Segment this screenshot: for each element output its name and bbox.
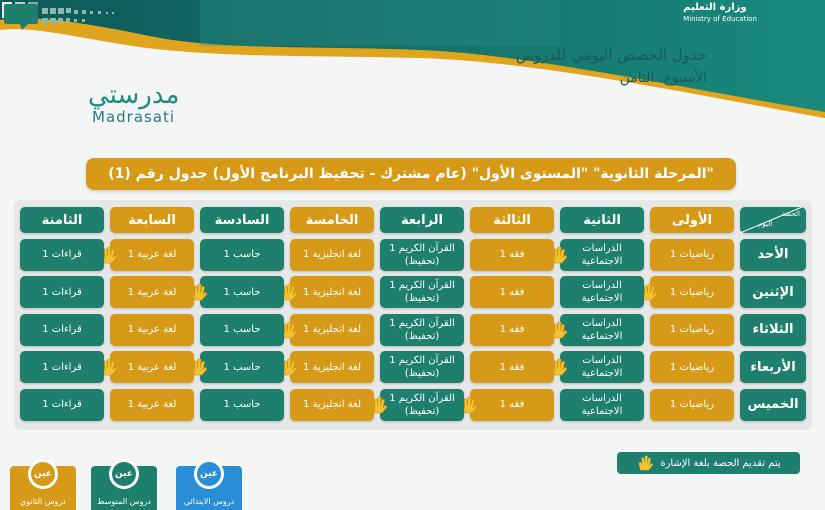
ministry-branding xyxy=(683,2,757,23)
period-header: الأولى xyxy=(650,207,734,233)
lesson-badge: عين xyxy=(112,462,136,486)
lesson-cell xyxy=(470,276,554,308)
lesson-name: حاسب 1 xyxy=(223,399,261,410)
lesson-name: قراءات 1 xyxy=(42,286,82,298)
lesson-name: لغة انجليزية 1 xyxy=(303,361,361,373)
sign-language-hand-icon xyxy=(636,454,654,472)
lesson-cell xyxy=(650,389,734,421)
lesson-name: القرآن الكريم 1 (تحفيظ) xyxy=(389,355,455,379)
lesson-name: الدراسات الاجتماعية xyxy=(581,242,623,267)
lesson-name: رياضيات 1 xyxy=(669,361,715,373)
lesson-name: فقه 1 xyxy=(499,286,525,298)
period-header: الرابعة xyxy=(380,207,464,233)
lesson-name: حاسب 1 xyxy=(223,249,261,260)
lesson-name: لغة انجليزية 1 xyxy=(303,286,361,298)
period-header: الخامسة xyxy=(290,207,374,233)
lesson-name: رياضيات 1 xyxy=(669,249,715,260)
lesson-name: لغة انجليزية 1 xyxy=(303,249,361,260)
lesson-name: لغة عربية 1 xyxy=(127,286,177,298)
schedule-table xyxy=(14,200,812,430)
lesson-cell xyxy=(200,239,284,271)
lesson-cell xyxy=(200,389,284,421)
week-title: الأسبوع: الثامن xyxy=(619,70,707,86)
primary-lessons-button[interactable] xyxy=(176,466,242,510)
day-label: الأحد xyxy=(740,239,806,271)
lesson-cell xyxy=(650,351,734,383)
lesson-name: القرآن الكريم 1 (تحفيظ) xyxy=(389,242,455,267)
lesson-name: فقه 1 xyxy=(499,399,525,410)
lesson-name: القرآن الكريم 1 (تحفيظ) xyxy=(389,392,455,417)
lesson-cell xyxy=(470,389,554,421)
ministry-name-ar: وزارة التعليم xyxy=(683,2,747,13)
lesson-label: دروس الثانوي xyxy=(20,497,66,506)
lesson-cell xyxy=(650,314,734,346)
lesson-cell xyxy=(380,276,464,308)
lesson-cell xyxy=(650,276,734,308)
lesson-name: لغة عربية 1 xyxy=(127,361,177,373)
lesson-name: الدراسات الاجتماعية xyxy=(581,317,623,342)
lesson-name: القرآن الكريم 1 (تحفيظ) xyxy=(389,317,455,342)
legend-text: يتم تقديم الحصة بلغة الإشارة xyxy=(660,457,781,469)
schedule-title: جدول الحصص اليومي للدروس xyxy=(515,46,707,64)
corner-day-label: اليوم xyxy=(758,220,773,228)
header xyxy=(0,0,825,140)
lesson-name: رياضيات 1 xyxy=(669,286,715,298)
lesson-cell xyxy=(20,314,104,346)
lesson-cell xyxy=(20,239,104,271)
lesson-badge: عين xyxy=(197,462,221,486)
lesson-cell xyxy=(200,351,284,383)
lesson-cell xyxy=(380,351,464,383)
logo-text-en: Madrasati xyxy=(92,108,176,126)
lesson-cell xyxy=(560,351,644,383)
lesson-label: دروس الابتدائي xyxy=(183,497,235,506)
lesson-cell xyxy=(560,239,644,271)
lesson-name: رياضيات 1 xyxy=(669,324,715,335)
table-corner-header xyxy=(740,207,806,233)
lesson-name: الدراسات الاجتماعية xyxy=(581,355,623,379)
lesson-cell xyxy=(110,314,194,346)
lesson-label: دروس المتوسط xyxy=(97,497,151,506)
day-label: الإثنين xyxy=(740,276,806,308)
logo-text-ar: مدرستي xyxy=(88,80,180,110)
grade-banner: "المرحلة الثانوية" "المستوى الأول" (عام مشترك - تحفيظ البرنامج الأول) جدول رقم (1) xyxy=(86,158,736,190)
lesson-name: القرآن الكريم 1 (تحفيظ) xyxy=(389,280,455,304)
lesson-name: حاسب 1 xyxy=(223,361,261,373)
period-header: السابعة xyxy=(110,207,194,233)
lesson-badge: عين xyxy=(31,462,55,486)
lesson-cell xyxy=(290,239,374,271)
lesson-name: قراءات 1 xyxy=(42,399,82,410)
lesson-name: فقه 1 xyxy=(499,324,525,335)
lesson-cell xyxy=(380,314,464,346)
lesson-name: حاسب 1 xyxy=(223,324,261,335)
lesson-name: حاسب 1 xyxy=(223,286,261,298)
period-header: الثانية xyxy=(560,207,644,233)
lesson-cell xyxy=(560,276,644,308)
lesson-name: الدراسات الاجتماعية xyxy=(581,280,623,304)
corner-period-label: الحصة xyxy=(781,210,800,218)
lesson-name: لغة انجليزية 1 xyxy=(303,399,361,410)
lesson-cell xyxy=(200,276,284,308)
lesson-name: لغة عربية 1 xyxy=(127,249,177,260)
period-header: السادسة xyxy=(200,207,284,233)
secondary-lessons-button[interactable] xyxy=(10,466,76,510)
lesson-name: قراءات 1 xyxy=(42,324,82,335)
lesson-cell xyxy=(20,351,104,383)
lesson-cell xyxy=(20,389,104,421)
day-label: الخميس xyxy=(740,389,806,421)
lesson-cell xyxy=(380,239,464,271)
lesson-cell xyxy=(470,351,554,383)
lesson-name: لغة عربية 1 xyxy=(127,324,177,335)
lesson-name: لغة انجليزية 1 xyxy=(303,324,361,335)
lesson-cell xyxy=(290,314,374,346)
lesson-name: قراءات 1 xyxy=(42,361,82,373)
lesson-cell xyxy=(110,351,194,383)
intermediate-lessons-button[interactable] xyxy=(91,466,157,510)
lesson-cell xyxy=(290,389,374,421)
lesson-cell xyxy=(110,276,194,308)
lesson-cell xyxy=(650,239,734,271)
lesson-cell xyxy=(560,389,644,421)
sign-language-legend xyxy=(617,452,800,474)
lesson-cell xyxy=(380,389,464,421)
lesson-name: قراءات 1 xyxy=(42,249,82,260)
lesson-cell xyxy=(560,314,644,346)
lesson-cell xyxy=(200,314,284,346)
lesson-cell xyxy=(20,276,104,308)
lesson-name: فقه 1 xyxy=(499,249,525,260)
lesson-cell xyxy=(470,314,554,346)
day-label: الأربعاء xyxy=(740,351,806,383)
lesson-name: لغة عربية 1 xyxy=(127,399,177,410)
period-header: الثامنة xyxy=(20,207,104,233)
lesson-cell xyxy=(290,276,374,308)
day-label: الثلاثاء xyxy=(740,314,806,346)
lesson-cell xyxy=(110,239,194,271)
period-header: الثالثة xyxy=(470,207,554,233)
lesson-name: رياضيات 1 xyxy=(669,399,715,410)
madrasati-logo-icon xyxy=(0,0,150,80)
lesson-name: فقه 1 xyxy=(499,361,525,373)
lesson-cell xyxy=(290,351,374,383)
lesson-cell xyxy=(470,239,554,271)
lesson-cell xyxy=(110,389,194,421)
ministry-name-en: Ministry of Education xyxy=(683,15,757,23)
lesson-name: الدراسات الاجتماعية xyxy=(581,392,623,417)
